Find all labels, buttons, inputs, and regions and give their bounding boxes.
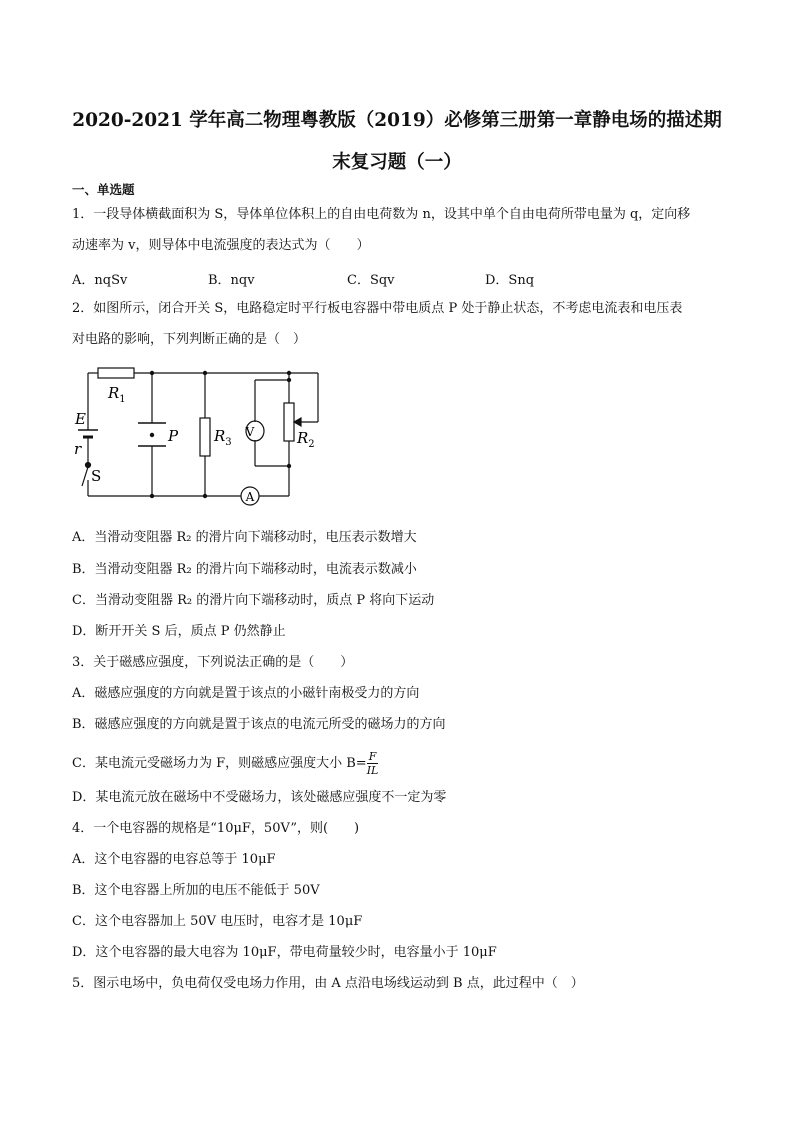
rheostat-r2 <box>284 403 294 441</box>
circuit-diagram <box>60 358 330 513</box>
q1-option-a: A．nqSv <box>72 273 128 288</box>
q1-stem-line-1: 1．一段导体横截面积为 S，导体单位体积上的自由电荷数为 n，设其中单个自由电荷所带电量为 q，定向移 <box>72 207 691 222</box>
section-heading: 一、单选题 <box>72 182 135 197</box>
label-e: E <box>75 410 86 428</box>
label-r1: $R_1$ <box>108 384 126 405</box>
q3-stem: 3．关于磁感应强度，下列说法正确的是（ ） <box>72 655 354 670</box>
document-title-line-2: 末复习题（一） <box>332 152 462 173</box>
q4-stem: 4．一个电容器的规格是“10μF，50V”，则( ) <box>72 821 360 836</box>
q2-stem-line-2: 对电路的影响，下列判断正确的是（ ） <box>72 332 307 347</box>
q2-option-c: C．当滑动变阻器 R₂ 的滑片向下端移动时，质点 P 将向下运动 <box>72 593 435 608</box>
q3-option-c-text: C．某电流元受磁场力为 F，则磁感应强度大小 B= <box>72 756 367 771</box>
q3-option-a: A．磁感应强度的方向就是置于该点的小磁针南极受力的方向 <box>72 686 420 701</box>
q3-option-b: B．磁感应强度的方向就是置于该点的电流元所受的磁场力的方向 <box>72 717 446 732</box>
q2-option-d: D．断开开关 S 后，质点 P 仍然静止 <box>72 624 286 639</box>
q1-option-c: C．Sqv <box>347 273 395 288</box>
document-title-line-1: 2020-2021 学年高二物理粤教版（2019）必修第三册第一章静电场的描述期 <box>72 110 722 131</box>
q1-option-d: D．Snq <box>485 273 535 288</box>
particle-p <box>150 433 154 437</box>
q3-fraction <box>367 750 379 777</box>
label-v: V <box>245 425 255 439</box>
label-p: P <box>168 427 179 445</box>
q3-option-d: D．某电流元放在磁场中不受磁场力，该处磁感应强度不一定为零 <box>72 790 447 805</box>
switch-s <box>82 467 88 486</box>
q4-option-a: A．这个电容器的电容总等于 10μF <box>72 852 276 867</box>
resistor-r1 <box>98 368 134 378</box>
q5-stem: 5．图示电场中，负电荷仅受电场力作用，由 A 点沿电场线运动到 B 点，此过程中（ ） <box>72 976 584 991</box>
label-s: S <box>91 467 102 485</box>
q4-option-d: D．这个电容器的最大电容为 10μF，带电荷量较少时，电容量小于 10μF <box>72 945 497 960</box>
q3-option-c <box>72 750 378 777</box>
q4-option-c: C．这个电容器加上 50V 电压时，电容才是 10μF <box>72 914 363 929</box>
q4-option-b: B．这个电容器上所加的电压不能低于 50V <box>72 883 320 898</box>
label-a: A <box>245 490 255 504</box>
label-r: r <box>74 440 82 458</box>
q1-option-b: B．nqv <box>208 273 255 288</box>
q3-fraction-numerator: F <box>367 750 379 764</box>
q1-stem-line-2: 动速率为 v，则导体中电流强度的表达式为（ ） <box>72 238 370 253</box>
label-r2: $R_2$ <box>297 429 315 450</box>
q3-fraction-denominator: IL <box>366 764 379 777</box>
label-r3: $R_3$ <box>214 427 232 448</box>
resistor-r3 <box>200 418 210 456</box>
q2-option-a: A．当滑动变阻器 R₂ 的滑片向下端移动时，电压表示数增大 <box>72 530 417 545</box>
q2-stem-line-1: 2．如图所示，闭合开关 S，电路稳定时平行板电容器中带电质点 P 处于静止状态，不考虑电流表和电压表 <box>72 301 683 316</box>
q2-option-b: B．当滑动变阻器 R₂ 的滑片向下端移动时，电流表示数减小 <box>72 562 417 577</box>
